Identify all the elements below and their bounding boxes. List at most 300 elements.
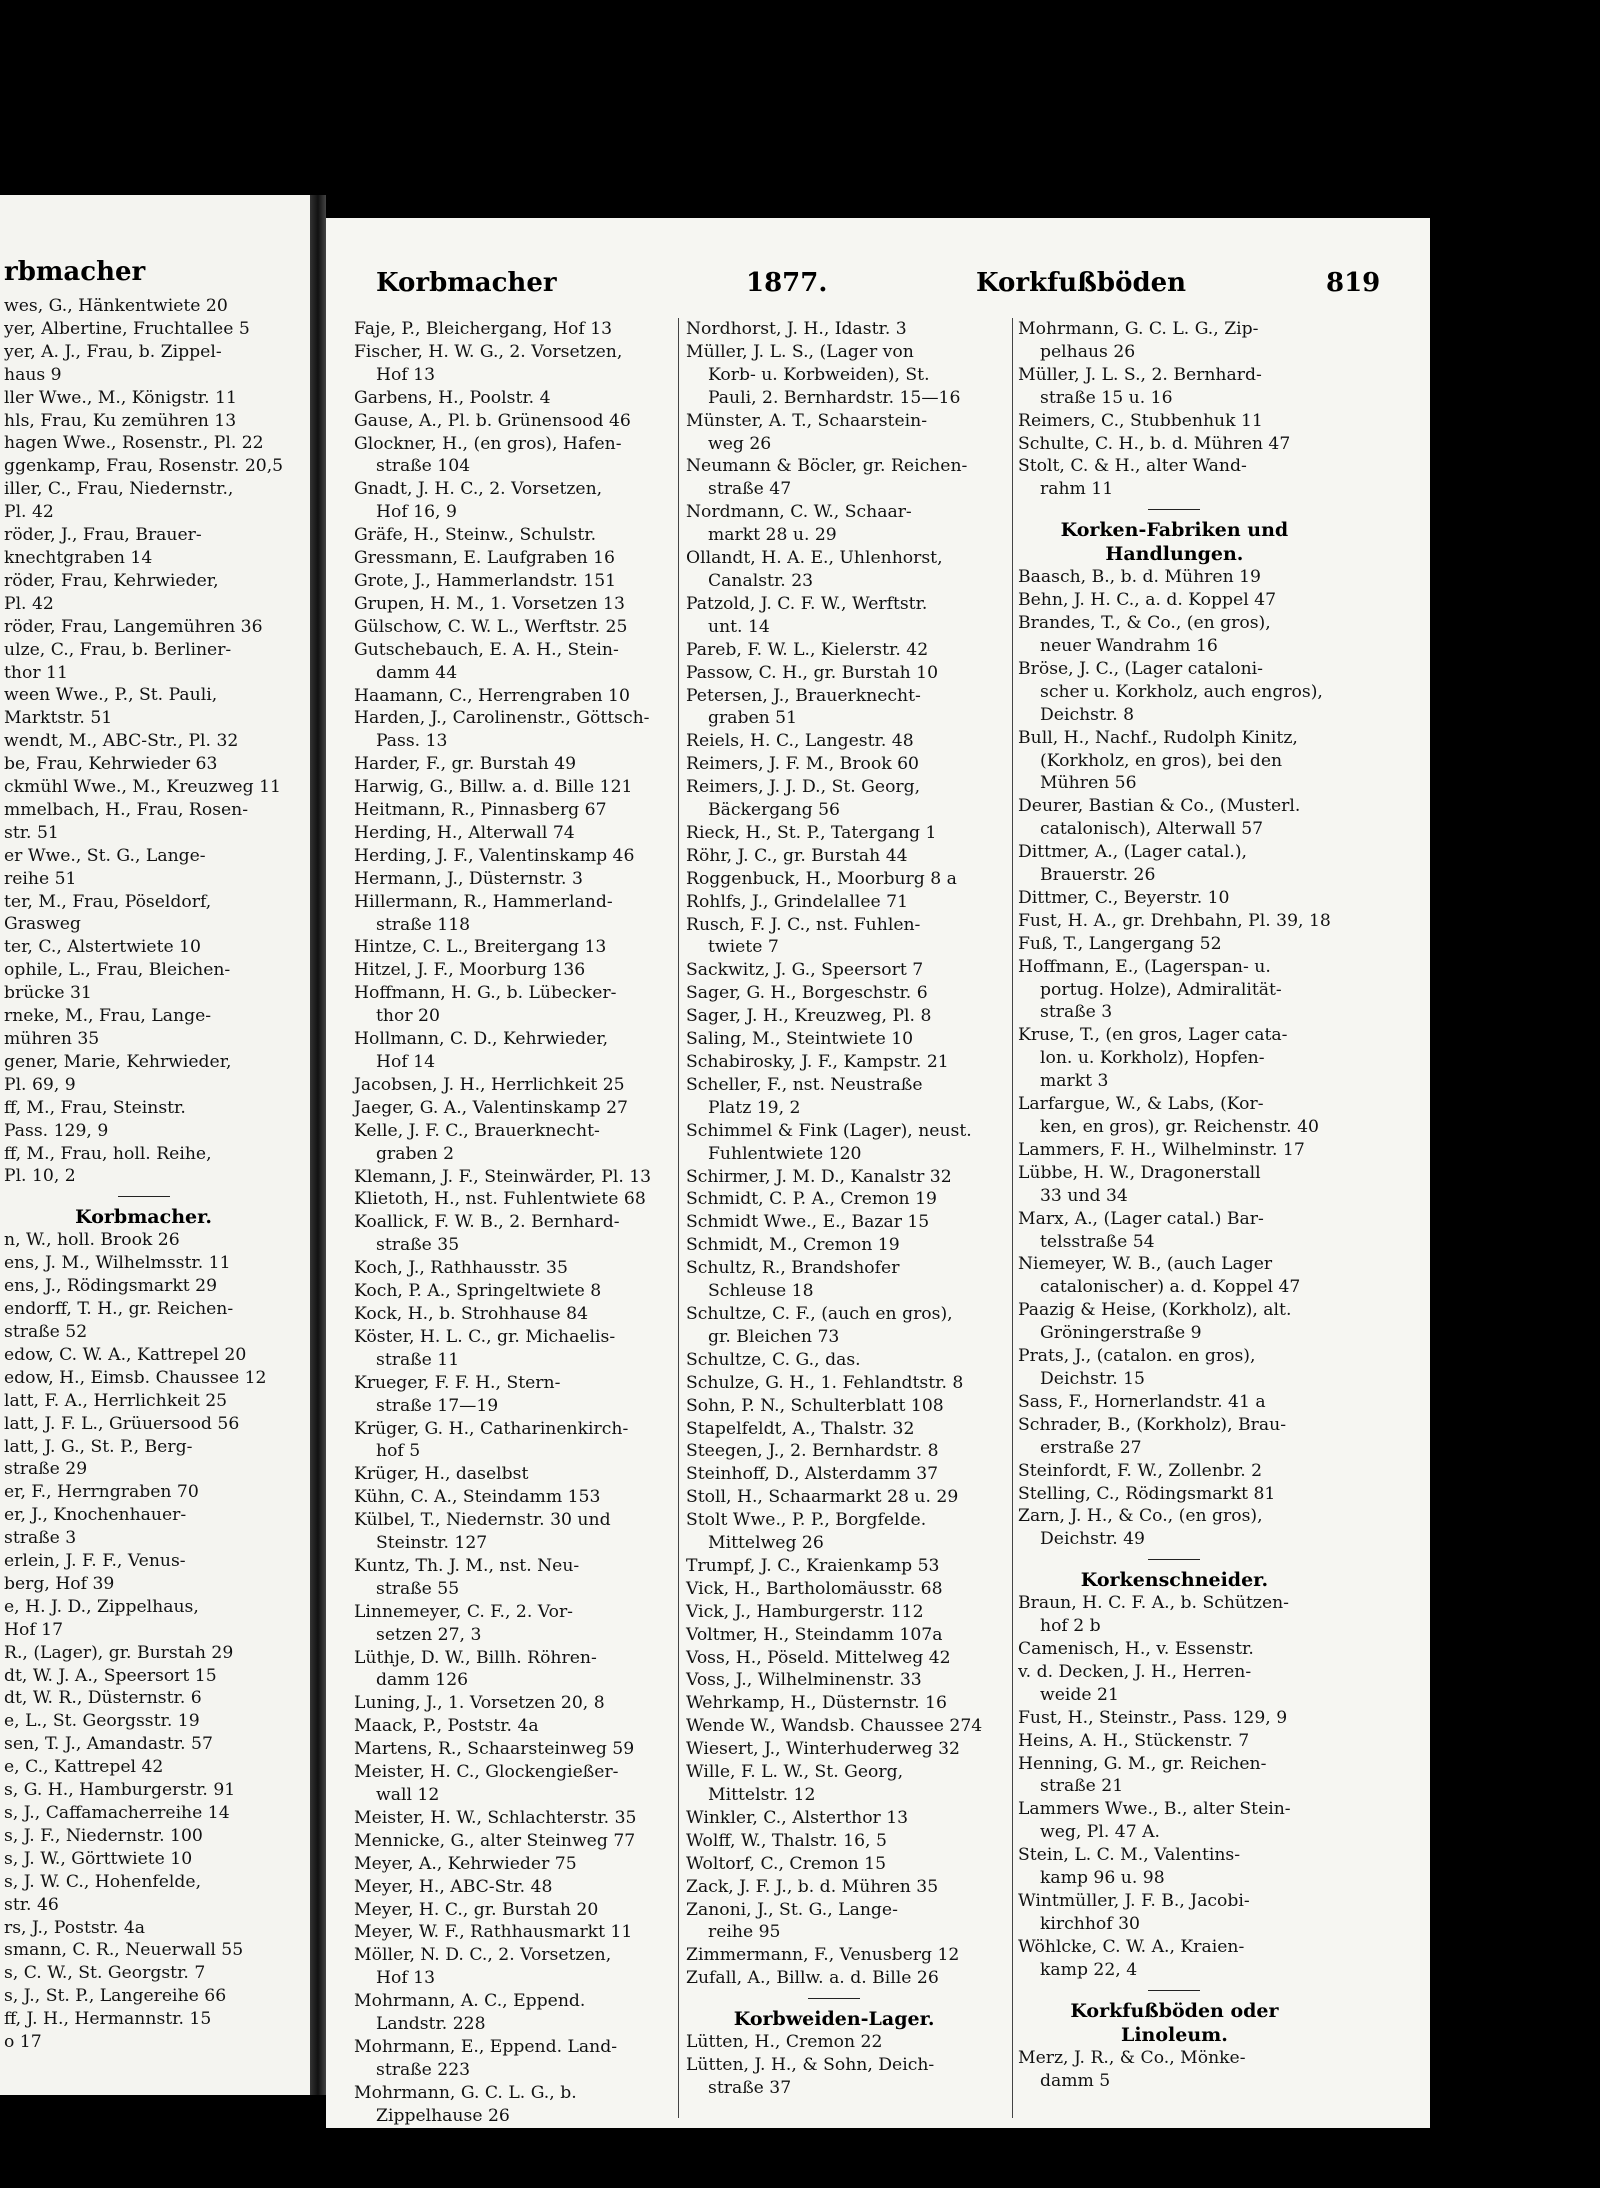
directory-entry: Hof 13	[376, 1968, 436, 1989]
directory-entry: Jaeger, G. A., Valentinskamp 27	[354, 1097, 628, 1118]
header-right-keyword: Korkfußböden	[976, 268, 1187, 298]
directory-entry: Meyer, A., Kehrwieder 75	[354, 1853, 577, 1874]
book-gutter	[310, 195, 326, 2095]
directory-entry: Köster, H. L. C., gr. Michaelis-	[354, 1326, 616, 1347]
directory-entry: ens, J., Rödingsmarkt 29	[4, 1276, 218, 1297]
directory-entry: Stoll, H., Schaarmarkt 28 u. 29	[686, 1487, 959, 1508]
directory-entry: wall 12	[376, 1785, 440, 1805]
directory-entry: Hermann, J., Düsternstr. 3	[354, 868, 583, 889]
directory-entry: graben 51	[708, 708, 798, 729]
directory-entry: Pass. 129, 9	[4, 1120, 109, 1141]
directory-entry: Krüger, H., daselbst	[354, 1464, 529, 1485]
directory-entry: Mennicke, G., alter Steinweg 77	[354, 1830, 636, 1851]
section-heading: Korkfußböden oder Linoleum.	[1070, 1999, 1279, 2046]
directory-entry: ulze, C., Frau, b. Berliner-	[4, 639, 232, 660]
directory-entry: Wiesert, J., Winterhuderweg 32	[686, 1739, 960, 1760]
directory-entry: Prats, J., (catalon. en gros),	[1018, 1346, 1256, 1367]
directory-entry: gener, Marie, Kehrwieder,	[4, 1051, 232, 1072]
directory-entry: v. d. Decken, J. H., Herren-	[1018, 1661, 1252, 1682]
directory-entry: Stolt, C. & H., alter Wand-	[1018, 456, 1247, 477]
directory-entry: Steegen, J., 2. Bernhardstr. 8	[686, 1441, 939, 1462]
directory-entry: Mittelstr. 12	[708, 1785, 816, 1805]
directory-entry: berg, Hof 39	[4, 1573, 115, 1594]
directory-entry: Sager, G. H., Borgeschstr. 6	[686, 983, 928, 1004]
directory-entry: Camenisch, H., v. Essenstr.	[1018, 1639, 1254, 1660]
directory-entry: Voss, H., Pöseld. Mittelweg 42	[686, 1647, 951, 1668]
directory-entry: be, Frau, Kehrwieder 63	[4, 754, 218, 775]
directory-entry: o 17	[4, 2032, 42, 2053]
directory-entry: rahm 11	[1040, 479, 1114, 500]
directory-entry: edow, C. W. A., Kattrepel 20	[4, 1344, 247, 1365]
directory-entry: mmelbach, H., Frau, Rosen-	[4, 799, 249, 820]
directory-entry: straße 223	[376, 2059, 471, 2080]
directory-entry: Stapelfeldt, A., Thalstr. 32	[686, 1418, 915, 1439]
directory-entry: markt 28 u. 29	[708, 525, 837, 546]
directory-entry: Lüthje, D. W., Billh. Röhren-	[354, 1647, 597, 1668]
directory-entry: Neumann & Böcler, gr. Reichen-	[686, 456, 968, 477]
directory-entry: Nordmann, C. W., Schaar-	[686, 502, 912, 523]
directory-entry: Hollmann, C. D., Kehrwieder,	[354, 1029, 609, 1050]
directory-entry: scher u. Korkholz, auch engros),	[1040, 681, 1323, 702]
directory-entry: wendt, M., ABC-Str., Pl. 32	[4, 731, 239, 752]
directory-entry: reihe 95	[708, 1922, 781, 1943]
directory-entry: neuer Wandrahm 16	[1040, 635, 1218, 656]
column-divider	[1012, 318, 1013, 2118]
directory-entry: latt, J. G., St. P., Berg-	[4, 1436, 193, 1457]
directory-entry: Rieck, H., St. P., Tatergang 1	[686, 822, 937, 843]
directory-entry: Hof 14	[376, 1052, 436, 1072]
directory-entry: Müller, J. L. S., (Lager von	[686, 341, 914, 362]
directory-entry: Wöhlcke, C. W. A., Kraien-	[1018, 1936, 1245, 1957]
directory-entry: reihe 51	[4, 868, 77, 889]
directory-entry: Kruse, T., (en gros, Lager cata-	[1018, 1025, 1288, 1046]
directory-entry: Mittelweg 26	[708, 1533, 824, 1554]
column-2	[686, 318, 982, 2100]
directory-entry: Kelle, J. F. C., Brauerknecht-	[354, 1120, 600, 1141]
directory-entry: Röhr, J. C., gr. Burstah 44	[686, 845, 908, 866]
directory-entry: Henning, G. M., gr. Reichen-	[1018, 1753, 1267, 1774]
section-rule	[118, 1196, 170, 1197]
directory-entry: Jacobsen, J. H., Herrlichkeit 25	[354, 1074, 625, 1095]
header-left-keyword: Korbmacher	[376, 268, 557, 298]
directory-entry: erlein, J. F. F., Venus-	[4, 1551, 186, 1572]
directory-entry: Pl. 42	[4, 593, 54, 614]
directory-entry: damm 126	[376, 1670, 469, 1691]
directory-entry: unt. 14	[708, 616, 770, 637]
directory-entry: Marx, A., (Lager catal.) Bar-	[1018, 1208, 1264, 1229]
directory-entry: thor 11	[4, 662, 68, 683]
directory-entry: straße 17—19	[376, 1395, 499, 1416]
directory-entry: edow, H., Eimsb. Chaussee 12	[4, 1367, 267, 1388]
directory-entry: Möller, N. D. C., 2. Vorsetzen,	[354, 1945, 612, 1966]
directory-entry: Harden, J., Carolinenstr., Göttsch-	[354, 708, 650, 729]
directory-entry: dt, W. J. A., Speersort 15	[4, 1665, 217, 1686]
column-1	[354, 318, 651, 2128]
directory-entry: Koch, P. A., Springeltwiete 8	[354, 1281, 602, 1302]
directory-entry: Heins, A. H., Stückenstr. 7	[1018, 1730, 1250, 1751]
directory-entry: Schulte, C. H., b. d. Mühren 47	[1018, 433, 1291, 454]
column-3	[1018, 318, 1331, 2092]
directory-entry: straße 35	[376, 1235, 460, 1256]
directory-entry: Stolt Wwe., P. P., Borgfelde.	[686, 1510, 927, 1531]
section-heading: Korbmacher.	[75, 1206, 212, 1229]
directory-entry: rneke, M., Frau, Lange-	[4, 1006, 212, 1027]
directory-entry: Lammers, F. H., Wilhelminstr. 17	[1018, 1139, 1305, 1160]
directory-entry: straße 11	[376, 1349, 460, 1370]
directory-entry: kirchhof 30	[1040, 1913, 1140, 1934]
directory-entry: Patzold, J. C. F. W., Werftstr.	[686, 593, 928, 614]
directory-entry: weg 26	[708, 433, 772, 454]
directory-entry: Münster, A. T., Schaarstein-	[686, 410, 928, 431]
directory-entry: gr. Bleichen 73	[708, 1326, 840, 1347]
directory-entry: twiete 7	[708, 937, 779, 958]
directory-entry: Grasweg	[4, 914, 81, 935]
directory-entry: Schrader, B., (Korkholz), Brau-	[1018, 1414, 1287, 1435]
directory-entry: R., (Lager), gr. Burstah 29	[4, 1642, 234, 1663]
directory-entry: Dittmer, C., Beyerstr. 10	[1018, 887, 1230, 908]
directory-entry: Glockner, H., (en gros), Hafen-	[354, 433, 622, 454]
directory-entry: straße 118	[376, 914, 471, 935]
directory-entry: Vick, H., Bartholomäusstr. 68	[686, 1578, 943, 1599]
directory-entry: Koallick, F. W. B., 2. Bernhard-	[354, 1212, 620, 1233]
directory-entry: ff, J. H., Hermannstr. 15	[4, 2009, 212, 2030]
directory-entry: iller, C., Frau, Niedernstr.,	[4, 479, 234, 500]
directory-entry: graben 2	[376, 1143, 455, 1164]
directory-entry: Lütten, H., Cremon 22	[686, 2032, 883, 2053]
directory-entry: Saling, M., Steintwiete 10	[686, 1029, 914, 1050]
directory-entry: e, H. J. D., Zippelhaus,	[4, 1596, 199, 1617]
directory-entry: straße 52	[4, 1321, 88, 1342]
directory-entry: Kuntz, Th. J. M., nst. Neu-	[354, 1555, 580, 1576]
directory-entry: Fischer, H. W. G., 2. Vorsetzen,	[354, 341, 623, 362]
directory-entry: Braun, H. C. F. A., b. Schützen-	[1018, 1593, 1289, 1614]
directory-entry: Reimers, C., Stubbenhuk 11	[1018, 410, 1263, 431]
directory-entry: Fuß, T., Langergang 52	[1018, 933, 1222, 954]
directory-entry: weg, Pl. 47 A.	[1040, 1822, 1161, 1843]
directory-entry: Steinhoff, D., Alsterdamm 37	[686, 1464, 939, 1485]
directory-entry: Gröningerstraße 9	[1040, 1323, 1202, 1344]
directory-entry: Schirmer, J. M. D., Kanalstr 32	[686, 1166, 952, 1187]
directory-entry: Hof 13	[376, 364, 436, 385]
directory-entry: str. 46	[4, 1894, 59, 1915]
directory-entry: er, J., Knochenhauer-	[4, 1505, 187, 1526]
directory-entry: s, G. H., Hamburgerstr. 91	[4, 1780, 236, 1801]
directory-entry: latt, J. F. L., Grüuersood 56	[4, 1413, 240, 1434]
directory-entry: Klemann, J. F., Steinwärder, Pl. 13	[354, 1166, 652, 1187]
section-rule	[1148, 509, 1200, 510]
directory-entry: straße 29	[4, 1459, 88, 1480]
directory-entry: Rohlfs, J., Grindelallee 71	[686, 891, 909, 912]
directory-entry: e, C., Kattrepel 42	[4, 1757, 164, 1778]
directory-entry: mühren 35	[4, 1029, 100, 1049]
directory-entry: damm 5	[1040, 2070, 1111, 2091]
directory-entry: Zack, J. F. J., b. d. Mühren 35	[686, 1876, 939, 1897]
directory-entry: Steinfordt, F. W., Zollenbr. 2	[1018, 1460, 1263, 1481]
directory-entry: Krueger, F. F. H., Stern-	[354, 1372, 561, 1393]
directory-entry: Fuhlentwiete 120	[708, 1143, 862, 1164]
directory-entry: yer, A. J., Frau, b. Zippel-	[4, 341, 222, 362]
directory-entry: Gressmann, E. Laufgraben 16	[354, 548, 615, 569]
directory-entry: Lütten, J. H., & Sohn, Deich-	[686, 2055, 935, 2076]
directory-entry: Ollandt, H. A. E., Uhlenhorst,	[686, 548, 943, 569]
directory-entry: Gnadt, J. H. C., 2. Vorsetzen,	[354, 479, 603, 500]
directory-entry: Schultze, C. F., (auch en gros),	[686, 1303, 953, 1324]
directory-entry: Winkler, C., Alsterthor 13	[686, 1807, 909, 1828]
directory-entry: Sohn, P. N., Schulterblatt 108	[686, 1395, 944, 1416]
directory-entry: Hoffmann, H. G., b. Lübecker-	[354, 983, 617, 1004]
directory-entry: Wolff, W., Thalstr. 16, 5	[686, 1830, 887, 1851]
left-page-column	[4, 295, 283, 2054]
directory-entry: lon. u. Korkholz), Hopfen-	[1040, 1048, 1265, 1069]
directory-entry: Bäckergang 56	[708, 800, 840, 821]
section-heading: Korkenschneider.	[1080, 1569, 1269, 1592]
directory-entry: dt, W. R., Düsternstr. 6	[4, 1688, 202, 1709]
directory-entry: Faje, P., Bleichergang, Hof 13	[354, 319, 613, 339]
directory-entry: kamp 96 u. 98	[1040, 1868, 1165, 1889]
directory-entry: Schulze, G. H., 1. Fehlandtstr. 8	[686, 1372, 964, 1393]
directory-entry: ff, M., Frau, holl. Reihe,	[4, 1143, 212, 1164]
directory-entry: haus 9	[4, 364, 62, 385]
directory-entry: Mühren 56	[1040, 773, 1137, 794]
directory-entry: s, J. W. C., Hohenfelde,	[4, 1871, 202, 1892]
directory-entry: straße 3	[1040, 1002, 1113, 1023]
directory-entry: röder, J., Frau, Brauer-	[4, 525, 202, 546]
directory-entry: Harder, F., gr. Burstah 49	[354, 754, 577, 775]
directory-entry: Meister, H. C., Glockengießer-	[354, 1762, 619, 1783]
directory-entry: Pareb, F. W. L., Kielerstr. 42	[686, 639, 929, 660]
directory-entry: Herding, H., Alterwall 74	[354, 822, 575, 843]
directory-entry: Wille, F. L. W., St. Georg,	[686, 1762, 904, 1783]
directory-entry: Mohrmann, E., Eppend. Land-	[354, 2036, 618, 2057]
directory-entry: Pl. 42	[4, 502, 54, 523]
section-heading: Korbweiden-Lager.	[733, 2008, 935, 2031]
directory-entry: Dittmer, A., (Lager catal.),	[1018, 842, 1247, 863]
directory-entry: Külbel, T., Niedernstr. 30 und	[354, 1510, 611, 1531]
directory-entry: Krüger, G. H., Catharinenkirch-	[354, 1418, 629, 1439]
directory-entry: Linnemeyer, C. F., 2. Vor-	[354, 1601, 573, 1622]
section-rule	[1148, 1559, 1200, 1560]
directory-entry: hof 5	[376, 1441, 421, 1462]
directory-entry: setzen 27, 3	[376, 1624, 482, 1645]
directory-entry: Meyer, W. F., Rathhausmarkt 11	[354, 1922, 633, 1943]
directory-entry: s, J., St. P., Langereihe 66	[4, 1986, 227, 2007]
directory-entry: Gutschebauch, E. A. H., Stein-	[354, 639, 619, 660]
directory-entry: er Wwe., St. G., Lange-	[4, 845, 206, 866]
directory-entry: Kock, H., b. Strohhause 84	[354, 1303, 589, 1324]
directory-entry: ween Wwe., P., St. Pauli,	[4, 685, 218, 706]
directory-entry: Landstr. 228	[376, 2014, 486, 2035]
directory-entry: Kühn, C. A., Steindamm 153	[354, 1487, 601, 1508]
directory-entry: ckmühl Wwe., M., Kreuzweg 11	[4, 777, 281, 798]
directory-entry: Wehrkamp, H., Düsternstr. 16	[686, 1693, 947, 1714]
directory-entry: Wende W., Wandsb. Chaussee 274	[686, 1716, 983, 1737]
directory-entry: Schabirosky, J. F., Kampstr. 21	[686, 1052, 949, 1072]
directory-entry: Gülschow, C. W. L., Werftstr. 25	[354, 616, 628, 637]
directory-entry: Müller, J. L. S., 2. Bernhard-	[1018, 364, 1262, 385]
directory-entry: Nordhorst, J. H., Idastr. 3	[686, 319, 907, 339]
directory-entry: kamp 22, 4	[1040, 1959, 1138, 1980]
directory-entry: Klietoth, H., nst. Fuhlentwiete 68	[354, 1189, 646, 1210]
directory-entry: 33 und 34	[1040, 1185, 1128, 1206]
directory-entry: ter, M., Frau, Pöseldorf,	[4, 891, 212, 912]
directory-entry: Platz 19, 2	[708, 1097, 801, 1118]
directory-entry: Mohrmann, A. C., Eppend.	[354, 1991, 586, 2012]
directory-entry: Zufall, A., Billw. a. d. Bille 26	[686, 1968, 939, 1989]
section-heading: Korken-Fabriken und Handlungen.	[1060, 519, 1289, 566]
directory-entry: Heitmann, R., Pinnasberg 67	[354, 800, 607, 821]
directory-entry: straße 15 u. 16	[1040, 387, 1173, 408]
directory-entry: straße 3	[4, 1528, 77, 1549]
directory-entry: Schleuse 18	[708, 1281, 814, 1302]
directory-entry: hagen Wwe., Rosenstr., Pl. 22	[4, 433, 264, 454]
directory-entry: Niemeyer, W. B., (auch Lager	[1018, 1254, 1273, 1275]
directory-entry: Bröse, J. C., (Lager cataloni-	[1018, 658, 1263, 679]
directory-entry: Pass. 13	[376, 731, 448, 752]
header-year: 1877.	[746, 268, 828, 298]
directory-entry: brücke 31	[4, 983, 92, 1004]
page-number: 819	[1326, 268, 1381, 298]
directory-entry: ter, C., Alstertwiete 10	[4, 937, 201, 958]
directory-entry: Koch, J., Rathhausstr. 35	[354, 1258, 568, 1279]
directory-entry: Mohrmann, G. C. L. G., Zip-	[1018, 319, 1259, 339]
directory-entry: latt, F. A., Herrlichkeit 25	[4, 1390, 228, 1411]
directory-entry: Voss, J., Wilhelminenstr. 33	[686, 1670, 922, 1691]
directory-entry: Reiels, H. C., Langestr. 48	[686, 731, 914, 752]
directory-entry: Lübbe, H. W., Dragonerstall	[1018, 1162, 1261, 1183]
column-divider	[678, 318, 679, 2118]
directory-entry: pelhaus 26	[1040, 341, 1136, 362]
left-page-header: rbmacher	[4, 257, 146, 287]
right-page	[326, 218, 1496, 2188]
directory-entry: Steinstr. 127	[376, 1533, 488, 1554]
directory-entry: Hoffmann, E., (Lagerspan- u.	[1018, 956, 1271, 977]
directory-entry: er, F., Herrngraben 70	[4, 1482, 199, 1503]
directory-entry: Schultz, R., Brandshofer	[686, 1258, 900, 1279]
directory-entry: Reimers, J. J. D., St. Georg,	[686, 777, 921, 798]
directory-entry: Zarn, J. H., & Co., (en gros),	[1018, 1506, 1263, 1527]
directory-entry: Hof 17	[4, 1619, 64, 1640]
directory-entry: ff, M., Frau, Steinstr.	[4, 1097, 186, 1118]
directory-entry: s, C. W., St. Georgstr. 7	[4, 1963, 206, 1984]
directory-entry: sen, T. J., Amandastr. 57	[4, 1734, 213, 1755]
directory-entry: Zippelhause 26	[376, 2105, 510, 2126]
directory-entry: Grote, J., Hammerlandstr. 151	[354, 570, 617, 591]
directory-entry: Maack, P., Poststr. 4a	[354, 1716, 539, 1737]
directory-entry: Rusch, F. J. C., nst. Fuhlen-	[686, 914, 921, 935]
directory-entry: Hof 16, 9	[376, 502, 457, 523]
directory-entry: rs, J., Poststr. 4a	[4, 1917, 146, 1938]
directory-entry: Roggenbuck, H., Moorburg 8 a	[686, 868, 957, 889]
directory-entry: markt 3	[1040, 1071, 1109, 1092]
directory-entry: Harwig, G., Billw. a. d. Bille 121	[354, 777, 633, 798]
directory-entry: telsstraße 54	[1040, 1231, 1155, 1252]
directory-entry: Scheller, F., nst. Neustraße	[686, 1074, 923, 1095]
directory-entry: portug. Holze), Admiralität-	[1040, 979, 1282, 1000]
directory-entry: Meister, H. W., Schlachterstr. 35	[354, 1807, 637, 1828]
directory-entry: Sager, J. H., Kreuzweg, Pl. 8	[686, 1006, 932, 1027]
directory-entry: Larfargue, W., & Labs, (Kor-	[1018, 1094, 1264, 1115]
directory-entry: Deichstr. 8	[1040, 704, 1135, 725]
directory-entry: Sackwitz, J. G., Speersort 7	[686, 960, 924, 981]
directory-entry: Herding, J. F., Valentinskamp 46	[354, 845, 635, 866]
directory-entry: röder, Frau, Langemühren 36	[4, 616, 263, 637]
directory-entry: Schimmel & Fink (Lager), neust.	[686, 1120, 972, 1141]
directory-entry: Deichstr. 49	[1040, 1529, 1145, 1550]
directory-entry: straße 55	[376, 1578, 460, 1599]
directory-entry: Wintmüller, J. F. B., Jacobi-	[1018, 1891, 1250, 1911]
directory-entry: Pl. 69, 9	[4, 1074, 76, 1095]
directory-entry: Canalstr. 23	[708, 570, 814, 591]
section-rule	[808, 1998, 860, 1999]
directory-entry: ophile, L., Frau, Bleichen-	[4, 960, 231, 981]
directory-entry: ken, en gros), gr. Reichenstr. 40	[1040, 1117, 1319, 1137]
directory-entry: Stein, L. C. M., Valentins-	[1018, 1845, 1241, 1866]
directory-entry: Martens, R., Schaarsteinweg 59	[354, 1739, 635, 1760]
directory-entry: thor 20	[376, 1006, 440, 1027]
directory-entry: Petersen, J., Brauerknecht-	[686, 685, 921, 706]
directory-entry: Schmidt, M., Cremon 19	[686, 1235, 900, 1256]
directory-entry: knechtgraben 14	[4, 547, 153, 568]
directory-entry: Garbens, H., Poolstr. 4	[354, 387, 551, 408]
directory-entry: Deichstr. 15	[1040, 1368, 1145, 1389]
directory-entry: Hitzel, J. F., Moorburg 136	[354, 960, 586, 981]
section-rule	[1148, 1990, 1200, 1991]
directory-entry: Hillermann, R., Hammerland-	[354, 891, 613, 912]
directory-entry: Mohrmann, G. C. L. G., b.	[354, 2082, 577, 2103]
directory-entry: straße 21	[1040, 1776, 1124, 1797]
directory-entry: Fust, H., Steinstr., Pass. 129, 9	[1018, 1707, 1288, 1728]
signature-mark: 35*	[1446, 2158, 1496, 2188]
directory-entry: weide 21	[1040, 1684, 1119, 1705]
directory-entry: Zanoni, J., St. G., Lange-	[686, 1899, 898, 1920]
directory-entry: wes, G., Hänkentwiete 20	[4, 296, 228, 316]
directory-entry: Zimmermann, F., Venusberg 12	[686, 1945, 960, 1966]
directory-entry: s, J. W., Görttwiete 10	[4, 1848, 193, 1869]
directory-entry: Behn, J. H. C., a. d. Koppel 47	[1018, 590, 1277, 611]
directory-entry: n, W., holl. Brook 26	[4, 1230, 180, 1251]
directory-entry: Stelling, C., Rödingsmarkt 81	[1018, 1483, 1276, 1504]
directory-entry: Gause, A., Pl. b. Grünensood 46	[354, 410, 631, 431]
directory-entry: Woltorf, C., Cremon 15	[686, 1853, 887, 1874]
directory-entry: Gräfe, H., Steinw., Schulstr.	[354, 525, 597, 546]
directory-entry: hof 2 b	[1040, 1616, 1101, 1637]
directory-entry: ller Wwe., M., Königstr. 11	[4, 387, 237, 408]
directory-entry: (Korkholz, en gros), bei den	[1040, 750, 1283, 771]
directory-entry: Meyer, H. C., gr. Burstah 20	[354, 1899, 599, 1920]
directory-entry: s, J., Caffamacherreihe 14	[4, 1803, 230, 1823]
directory-entry: s, J. F., Niedernstr. 100	[4, 1825, 203, 1846]
directory-entry: endorff, T. H., gr. Reichen-	[4, 1299, 234, 1320]
directory-entry: straße 104	[376, 456, 471, 477]
directory-entry: damm 44	[376, 662, 458, 683]
directory-entry: Pauli, 2. Bernhardstr. 15—16	[708, 387, 961, 408]
directory-entry: straße 47	[708, 479, 792, 500]
directory-entry: Vick, J., Hamburgerstr. 112	[686, 1601, 924, 1622]
directory-entry: Pl. 10, 2	[4, 1166, 76, 1187]
directory-entry: Passow, C. H., gr. Burstah 10	[686, 662, 939, 683]
directory-entry: Brandes, T., & Co., (en gros),	[1018, 613, 1271, 634]
directory-entry: Schmidt Wwe., E., Bazar 15	[686, 1212, 930, 1233]
directory-entry: ens, J. M., Wilhelmsstr. 11	[4, 1253, 231, 1274]
directory-entry: Deurer, Bastian & Co., (Musterl.	[1018, 796, 1301, 817]
directory-entry: Haamann, C., Herrengraben 10	[354, 685, 630, 706]
directory-entry: smann, C. R., Neuerwall 55	[4, 1940, 244, 1961]
directory-entry: str. 51	[4, 822, 59, 843]
directory-entry: röder, Frau, Kehrwieder,	[4, 570, 219, 591]
directory-entry: Paazig & Heise, (Korkholz), alt.	[1018, 1300, 1292, 1321]
directory-entry: catalonisch), Alterwall 57	[1040, 819, 1264, 840]
directory-entry: Luning, J., 1. Vorsetzen 20, 8	[354, 1693, 605, 1714]
